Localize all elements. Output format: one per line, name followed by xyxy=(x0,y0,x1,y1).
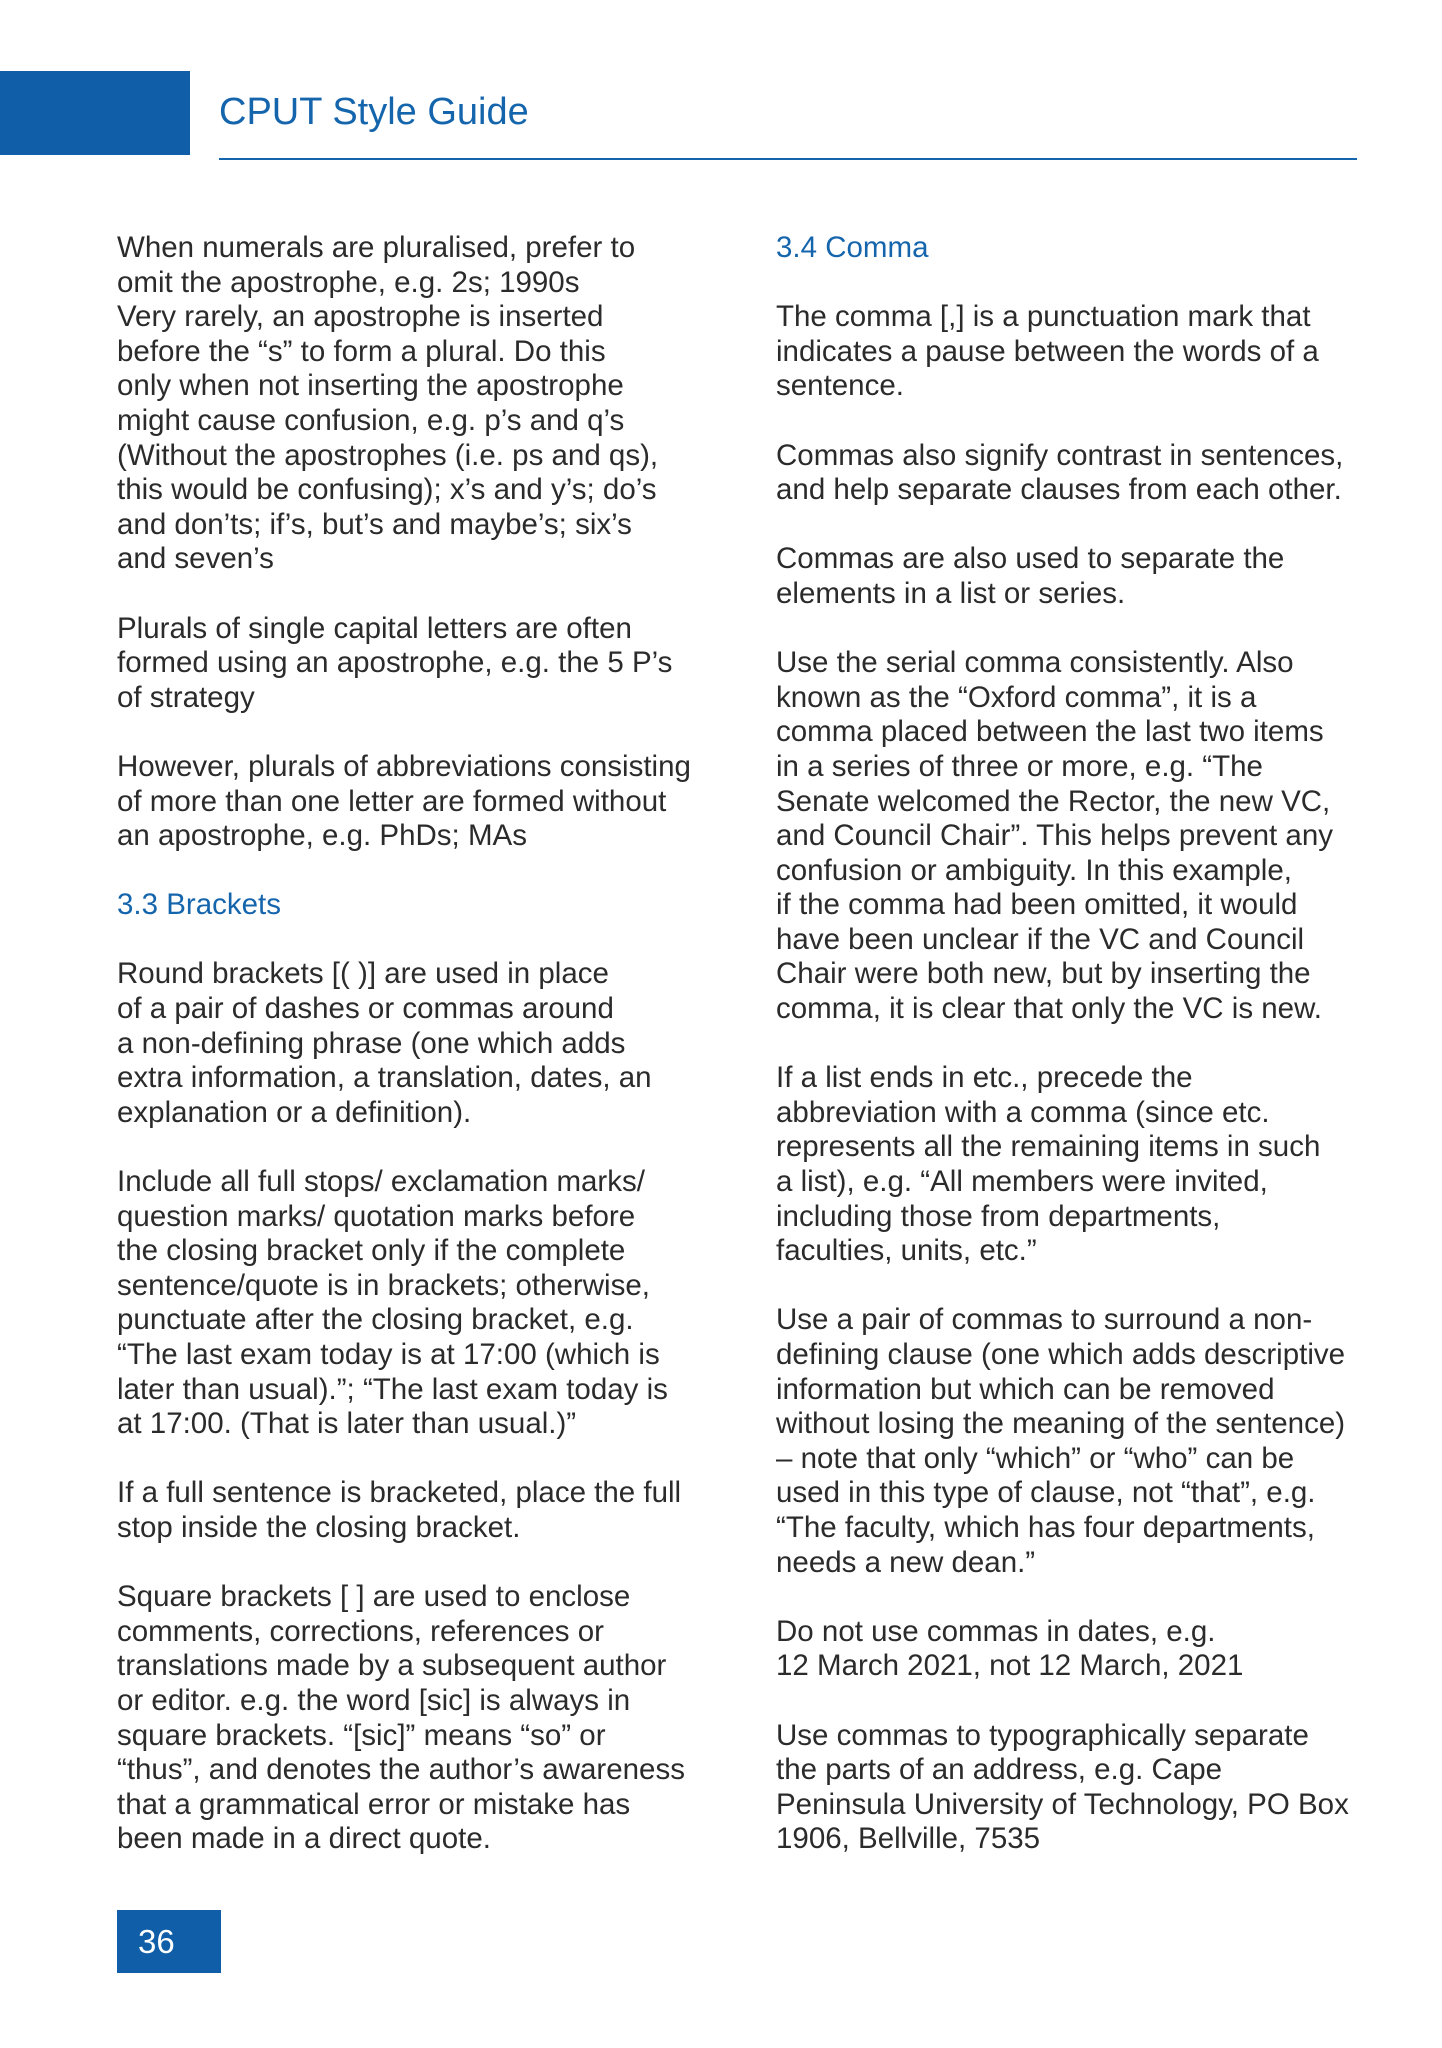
paragraph-address: Use commas to typographically separate the parts of an address, e.g. Cape Peninsula University of Technology, PO Box 1906, Bellville, 7535 xyxy=(776,1718,1349,1856)
paragraph-abbreviations: However, plurals of abbreviations consisting of more than one letter are formed without an apostrophe, e.g. PhDs; MAs xyxy=(117,749,691,853)
paragraph-etc-comma: If a list ends in etc., precede the abbreviation with a comma (since etc. represents all the remaining items in such a list), e.g. “All members were invited, including those from departments, faculties, units, etc.” xyxy=(776,1061,1321,1268)
document-title: CPUT Style Guide xyxy=(219,91,529,133)
page-number: 36 xyxy=(117,1910,221,1973)
section-heading-brackets: 3.3 Brackets xyxy=(117,888,281,922)
paragraph-dates: Do not use commas in dates, e.g. 12 March 2021, not 12 March, 2021 xyxy=(776,1614,1244,1683)
paragraph-round-brackets: Round brackets [( )] are used in place of a pair of dashes or commas around a non-defining phrase (one which adds extra information, a translation, dates, an explanation or a definition). xyxy=(117,957,652,1129)
paragraph-comma-definition: The comma [,] is a punctuation mark that indicates a pause between the words of a sentence. xyxy=(776,300,1319,403)
paragraph-non-defining-clause: Use a pair of commas to surround a non- defining clause (one which adds descriptive information but which can be removed without losing the meaning of the sentence) – note that only “which” or “who” can be used in this type of clause, not “that”, e.g. “The faculty, which has four departments, needs a new dean.” xyxy=(776,1303,1346,1579)
right-column xyxy=(776,231,1376,1892)
paragraph-capital-letters: Plurals of single capital letters are often formed using an apostrophe, e.g. the 5 P’s of strategy xyxy=(117,611,673,714)
section-heading-comma: 3.4 Comma xyxy=(776,231,929,264)
left-column xyxy=(117,231,717,1892)
paragraph-numerals-plural: When numerals are pluralised, prefer to omit the apostrophe, e.g. 2s; 1990s xyxy=(117,231,636,299)
header-color-block xyxy=(0,71,190,155)
paragraph-apostrophe-plural: Very rarely, an apostrophe is inserted before the “s” to form a plural. Do this only when not inserting the apostrophe might cause confusion, e.g. p’s and q’s (Without the apostrophes (i.e. ps and qs), this would be confusing); x’s and y’s; do’s and don’ts; if’s, but’s and maybe’s; six’s and seven’s xyxy=(117,300,659,576)
header-divider xyxy=(219,158,1357,160)
paragraph-serial-comma: Use the serial comma consistently. Also known as the “Oxford comma”, it is a comma placed between the last two items in a series of three or more, e.g. “The Senate welcomed the Rector, the new VC, and Council Chair”. This helps prevent any confusion or ambiguity. In this example, if the comma had been omitted, it would have been unclear if the VC and Council Chair were both new, but by inserting the comma, it is clear that only the VC is new. xyxy=(776,646,1333,1026)
paragraph-comma-list: Commas are also used to separate the elements in a list or series. xyxy=(776,542,1285,610)
paragraph-punctuation-brackets: Include all full stops/ exclamation marks/ question marks/ quotation marks before the closing bracket only if the complete sentence/quote is in brackets; otherwise, punctuate after the closing bracket, e.g. “The last exam today is at 17:00 (which is later than usual).”; “The last exam today is at 17:00. (That is later than usual.)” xyxy=(117,1165,668,1441)
paragraph-comma-contrast: Commas also signify contrast in sentences, and help separate clauses from each other. xyxy=(776,438,1344,507)
paragraph-full-sentence-bracketed: If a full sentence is bracketed, place the full stop inside the closing bracket. xyxy=(117,1476,682,1544)
paragraph-square-brackets: Square brackets [ ] are used to enclose comments, corrections, references or translations made by a subsequent author or editor. e.g. the word [sic] is always in square brackets. “[sic]” means “so” or “thus”, and denotes the author’s awareness that a grammatical error or mistake has been made in a direct quote. xyxy=(117,1580,685,1856)
